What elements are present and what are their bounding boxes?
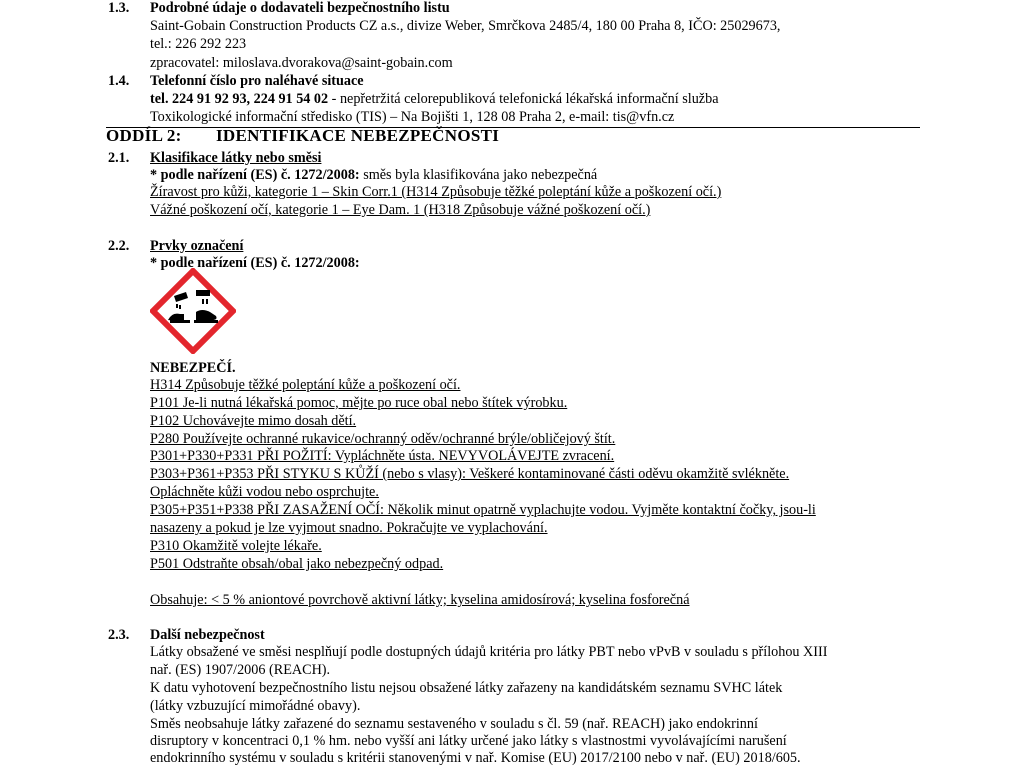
statement-h314: H314 Způsobuje těžké poleptání kůže a poškození očí. [150,377,461,393]
statement-p101: P101 Je-li nutná lékařská pomoc, mějte po ruce obal nebo štítek výrobku. [150,395,568,411]
emergency-service: - nepřetržitá celorepubliková telefonická lékařská informační služba [328,91,719,107]
tis-line: Toxikologické informační středisko (TIS) – Na Bojišti 1, 128 08 Praha 2, e-mail: tis@vfn.cz [150,109,675,125]
statement-p310: P310 Okamžitě volejte lékaře. [150,538,322,554]
section-2-2-title: Prvky označení [150,238,244,254]
contains-statement: Obsahuje: < 5 % aniontové povrchově aktivní látky; kyselina amidosírová; kyselina fosforečná [150,592,690,608]
statement-p301: P301+P330+P331 PŘI POŽITÍ: Vypláchněte ústa. NEVYVOLÁVEJTE zvracení. [150,448,615,464]
labelling-regulation: * podle nařízení (ES) č. 1272/2008: [150,255,360,271]
supplier-line-1: Saint-Gobain Construction Products CZ a.s., divize Weber, Smrčkova 2485/4, 180 00 Praha 8, IČO: 25029673, [150,18,781,34]
section-2-title: IDENTIFIKACE NEBEZPEČNOSTI [216,126,500,145]
other-hazard-line-3: K datu vyhotovení bezpečnostního listu nejsou obsažené látky zařazeny na kandidátském seznamu SVHC látek [150,680,783,696]
emergency-phone-line [150,91,719,108]
section-2-3-title: Další nebezpečnost [150,627,265,643]
section-2-1-number: 2.1. [108,150,130,166]
other-hazard-line-2: nař. (ES) 1907/2006 (REACH). [150,662,331,678]
section-1-4-title: Telefonní číslo pro naléhavé situace [150,73,364,89]
other-hazard-line-1: Látky obsažené ve směsi nesplňují podle dostupných údajů kritéria pro látky PBT nebo vPvB v souladu s přílohou XIII [150,644,828,660]
emergency-phones: tel. 224 91 92 93, 224 91 54 02 [150,91,329,107]
classification-skin-corr: Žíravost pro kůži, kategorie 1 – Skin Corr.1 (H314 Způsobuje těžké poleptání kůže a poškození očí.) [150,184,722,200]
section-1-3-title: Podrobné údaje o dodavateli bezpečnostního listu [150,0,450,16]
supplier-phone: tel.: 226 292 223 [150,36,247,52]
section-2-3-number: 2.3. [108,627,130,643]
other-hazard-line-7: endokrinního systému v souladu s kritérii stanovenými v nař. Komise (EU) 2017/2100 nebo v nař. (EU) 2018/605. [150,750,801,766]
corrosion-pictogram-icon [150,268,236,359]
statement-p102: P102 Uchovávejte mimo dosah dětí. [150,413,357,429]
section-2-label: ODDÍL 2: [106,126,182,145]
statement-p305-cont: nasazeny a pokud je lze vyjmout snadno. Pokračujte ve vyplachování. [150,520,548,536]
regulation-ref: * podle nařízení (ES) č. 1272/2008: [150,167,360,183]
other-hazard-line-4: (látky vzbuzující mimořádné obavy). [150,698,361,714]
other-hazard-line-6: disruptory v koncentraci 0,1 % hm. nebo vyšší ani látky určené jako látky s vlastnostmi vyvolávajícími narušení [150,733,787,749]
supplier-email: zpracovatel: miloslava.dvorakova@saint-gobain.com [150,55,453,71]
statement-p305: P305+P351+P338 PŘI ZASAŽENÍ OČÍ: Několik minut opatrně vyplachujte vodou. Vyjměte kontaktní čočky, jsou-li [150,502,816,518]
statement-p280: P280 Používejte ochranné rukavice/ochranný oděv/ochranné brýle/obličejový štít. [150,431,616,447]
section-1-3-number: 1.3. [108,0,130,16]
classification-regulation [150,167,597,184]
classification-result: směs byla klasifikována jako nebezpečná [359,167,598,183]
section-1-4-number: 1.4. [108,73,130,89]
statement-p303: P303+P361+P353 PŘI STYKU S KŮŽÍ (nebo s vlasy): Veškeré kontaminované části oděvu okamžitě svlékněte. [150,466,790,482]
other-hazard-line-5: Směs neobsahuje látky zařazené do seznamu sestaveného v souladu s čl. 59 (nař. REACH) jako endokrinní [150,716,758,732]
section-2-2-number: 2.2. [108,238,130,254]
classification-eye-dam: Vážné poškození očí, kategorie 1 – Eye Dam. 1 (H318 Způsobuje vážné poškození očí.) [150,202,651,218]
section-2-1-title: Klasifikace látky nebo směsi [150,150,322,166]
statement-p303-cont: Opláchněte kůži vodou nebo osprchujte. [150,484,379,500]
statement-p501: P501 Odstraňte obsah/obal jako nebezpečný odpad. [150,556,444,572]
signal-word: NEBEZPEČÍ. [150,360,236,376]
